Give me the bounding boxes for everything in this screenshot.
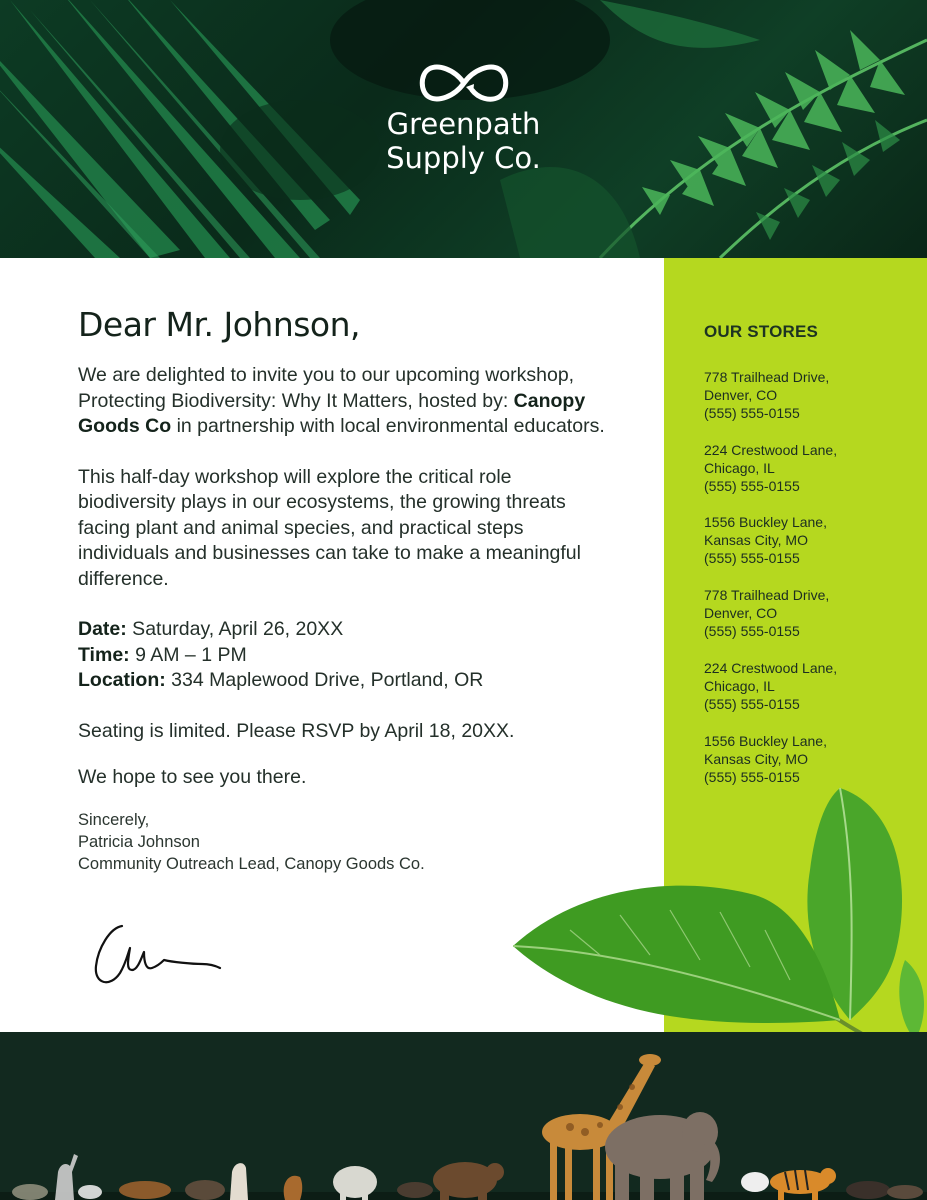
date-label: Date: bbox=[78, 618, 127, 640]
letter-greeting: Dear Mr. Johnson, bbox=[78, 305, 361, 344]
store-entry bbox=[704, 513, 914, 568]
closing-wish: We hope to see you there. bbox=[78, 766, 307, 788]
store-phone: (555) 555-0155 bbox=[704, 623, 800, 640]
location-value: 334 Maplewood Drive, Portland, OR bbox=[165, 669, 484, 691]
host-name: Canopy Goods Co bbox=[78, 389, 586, 437]
intro-text-part1: We are delighted to invite you to our upcoming workshop, Protecting Biodiversity: Why It Matters, hosted by: bbox=[78, 364, 575, 412]
store-street: 1556 Buckley Lane, bbox=[704, 514, 827, 530]
stores-title: OUR STORES bbox=[704, 322, 819, 341]
brand-name-line2: Supply Co. bbox=[386, 141, 541, 175]
signer-name: Patricia Johnson bbox=[78, 832, 200, 851]
store-city: Kansas City, MO bbox=[704, 751, 808, 768]
location-line bbox=[78, 668, 608, 694]
rsvp-note: Seating is limited. Please RSVP by April 18, 20XX. bbox=[78, 719, 515, 742]
animal-parade-image bbox=[0, 1032, 927, 1200]
store-entry bbox=[704, 441, 914, 496]
store-street: 778 Trailhead Drive, bbox=[704, 369, 830, 385]
body-paragraph: This half-day workshop will explore the critical role biodiversity plays in our ecosystems, the growing threats facing plant and animal species, and practical steps individuals and businesses can take to make a meaningful difference. bbox=[78, 465, 581, 590]
valediction: Sincerely, bbox=[78, 810, 150, 829]
brand-name-line1: Greenpath bbox=[386, 107, 541, 141]
store-phone: (555) 555-0155 bbox=[704, 405, 800, 422]
store-street: 224 Crestwood Lane, bbox=[704, 660, 838, 676]
date-value: Saturday, April 26, 20XX bbox=[126, 618, 344, 640]
handwritten-signature bbox=[92, 918, 232, 993]
store-city: Denver, CO bbox=[704, 605, 778, 622]
time-value: 9 AM – 1 PM bbox=[129, 643, 247, 666]
location-label: Location: bbox=[78, 669, 166, 691]
store-street: 224 Crestwood Lane, bbox=[704, 442, 838, 458]
store-phone: (555) 555-0155 bbox=[704, 478, 800, 495]
store-city: Denver, CO bbox=[704, 387, 778, 404]
store-street: 1556 Buckley Lane, bbox=[704, 733, 827, 749]
time-label: Time: bbox=[78, 643, 130, 666]
wildlife-footer bbox=[0, 1032, 927, 1200]
store-city: Kansas City, MO bbox=[704, 532, 808, 549]
time-line bbox=[78, 643, 608, 669]
store-phone: (555) 555-0155 bbox=[704, 769, 800, 786]
store-entry bbox=[704, 659, 914, 714]
brand-logo bbox=[0, 60, 927, 174]
intro-text-part2: in partnership with local environmental educators. bbox=[171, 415, 605, 437]
date-line bbox=[78, 617, 608, 643]
store-city: Chicago, IL bbox=[704, 678, 775, 695]
header-banner bbox=[0, 0, 927, 258]
store-entry bbox=[704, 368, 914, 423]
store-city: Chicago, IL bbox=[704, 460, 775, 477]
store-street: 778 Trailhead Drive, bbox=[704, 587, 830, 603]
store-entry bbox=[704, 732, 914, 787]
store-entry bbox=[704, 586, 914, 641]
intro-paragraph bbox=[78, 363, 608, 440]
infinity-recycle-icon bbox=[416, 60, 512, 106]
signer-title: Community Outreach Lead, Canopy Goods Co. bbox=[78, 854, 425, 873]
store-phone: (555) 555-0155 bbox=[704, 696, 800, 713]
event-details bbox=[78, 617, 608, 694]
store-phone: (555) 555-0155 bbox=[704, 550, 800, 567]
